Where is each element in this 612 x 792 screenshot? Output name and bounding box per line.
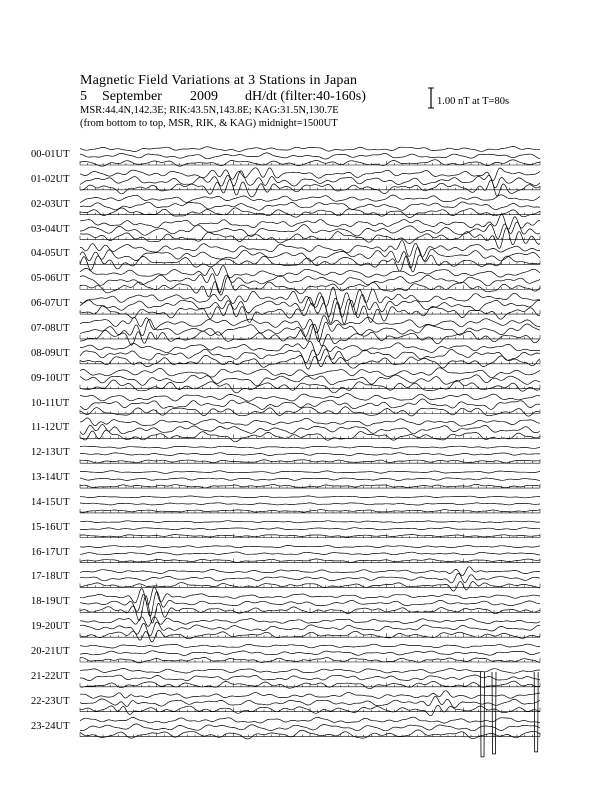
trace-msr (80, 418, 540, 426)
chart-title: Magnetic Field Variations at 3 Stations in Japan (80, 73, 358, 88)
row-label: 14-15UT (31, 496, 70, 508)
row-label: 20-21UT (31, 646, 70, 657)
trace-msr (80, 214, 540, 229)
row-label: 08-09UT (31, 347, 70, 359)
scale-label: 1.00 nT at T=80s (437, 96, 510, 107)
trace-msr (80, 521, 540, 523)
row-label: 11-12UT (31, 422, 70, 434)
trace-msr (80, 669, 540, 674)
spike-mark (492, 672, 496, 754)
trace-msr (80, 195, 540, 203)
trace-msr (80, 587, 540, 605)
trace-rik (80, 651, 540, 656)
trace-rik (80, 453, 540, 456)
row-label: 00-01UT (31, 149, 70, 160)
trace-msr (80, 545, 540, 547)
stations-line: MSR:44.4N,142.3E; RIK:43.5N,143.8E; KAG:31.5N,130.7E (80, 105, 339, 116)
date-month: September (102, 89, 162, 104)
date-year: 2009 (190, 89, 218, 104)
trace-rik (80, 247, 540, 268)
row-label: 04-05UT (31, 248, 70, 260)
trace-msr (80, 147, 540, 152)
trace-rik (80, 153, 540, 159)
trace-msr (80, 316, 540, 333)
trace-msr (80, 717, 540, 723)
row-label: 09-10UT (31, 372, 70, 384)
row-label: 05-06UT (31, 273, 70, 285)
trace-msr (80, 471, 540, 474)
trace-msr (80, 241, 540, 257)
trace-rik (80, 724, 540, 731)
row-label: 13-14UT (31, 472, 70, 484)
trace-msr (80, 341, 540, 355)
trace-msr (80, 496, 540, 498)
trace-rik (80, 399, 540, 410)
trace-rik (80, 375, 540, 386)
row-label: 23-24UT (31, 720, 70, 732)
row-label: 22-23UT (31, 695, 70, 707)
trace-rik (80, 274, 540, 293)
trace-msr (80, 644, 540, 648)
trace-rik (80, 675, 540, 681)
spike-mark (481, 672, 485, 757)
trace-rik (80, 573, 540, 583)
trace-kag (80, 276, 540, 296)
trace-msr (80, 446, 540, 448)
station-order-note: (from bottom to top, MSR, RIK, & KAG) midnight=1500UT (80, 118, 338, 129)
row-label: 10-11UT (31, 397, 70, 409)
row-label: 18-19UT (31, 596, 70, 608)
row-label: 01-02UT (31, 173, 70, 185)
trace-msr (80, 168, 540, 181)
row-label: 21-22UT (31, 670, 70, 682)
row-label: 02-03UT (31, 198, 70, 210)
row-label: 07-08UT (31, 322, 70, 334)
filter-label: dH/dt (filter:40-160s) (245, 89, 366, 104)
row-label: 06-07UT (31, 298, 70, 310)
trace-msr (80, 287, 540, 309)
row-label: 03-04UT (31, 223, 70, 235)
row-label: 17-18UT (31, 571, 70, 583)
row-label: 16-17UT (31, 546, 70, 558)
date-day: 5 (80, 89, 87, 104)
trace-msr (80, 368, 540, 378)
trace-msr (80, 691, 540, 699)
row-label: 15-16UT (31, 521, 70, 533)
row-label: 12-13UT (31, 447, 70, 459)
trace-msr (80, 266, 540, 278)
trace-rik (80, 503, 540, 505)
trace-rik (80, 528, 540, 530)
trace-msr (80, 394, 540, 402)
row-label: 19-20UT (31, 621, 70, 633)
trace-rik (80, 478, 540, 481)
trace-rik (80, 552, 540, 555)
